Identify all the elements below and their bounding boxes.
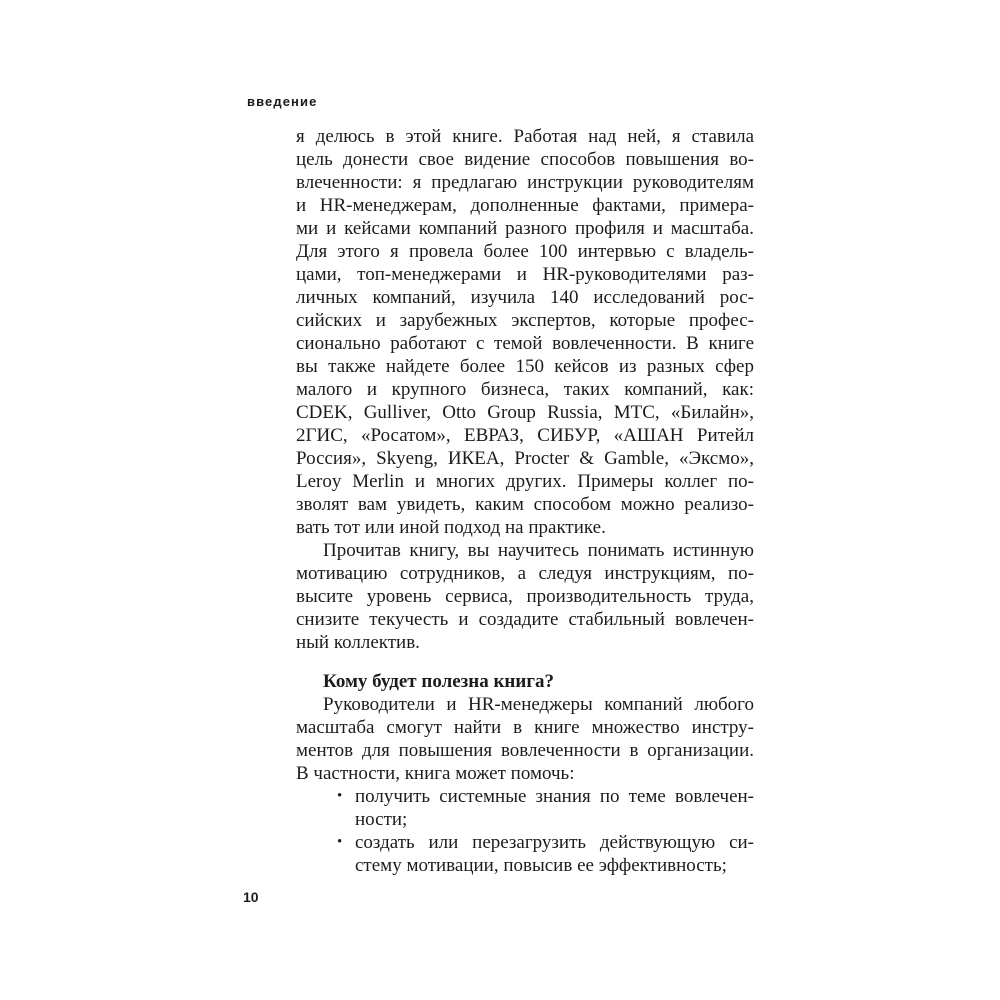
text-line: высите уровень сервиса, производительность труда,: [296, 586, 754, 607]
text-line: ный коллектив.: [296, 632, 420, 653]
bullet-text: создать или перезагрузить действующую си-: [355, 832, 754, 853]
paragraph-3: [296, 693, 754, 785]
text-line: малого и крупного бизнеса, таких компаний, как:: [296, 379, 754, 400]
text-line: стему мотивации, повысив ее эффективность;: [355, 855, 727, 876]
text-line: сийских и зарубежных экспертов, которые профес-: [296, 310, 754, 331]
text-line: зволят вам увидеть, каким способом можно реализо-: [296, 494, 754, 515]
text-line: ности;: [355, 809, 408, 830]
section-heading: Кому будет полезна книга?: [323, 671, 554, 692]
section-gap: [296, 654, 754, 670]
text-line: вы также найдете более 150 кейсов из разных сфер: [296, 356, 754, 377]
list-item: [296, 785, 754, 831]
text-line: CDEK, Gulliver, Otto Group Russia, МТС, «Билайн»,: [296, 402, 754, 423]
page-number: 10: [243, 889, 259, 905]
text-column: [296, 125, 754, 877]
running-header: введение: [247, 94, 318, 109]
text-line: ми и кейсами компаний разного профиля и масштаба.: [296, 218, 754, 239]
text-line: снизите текучесть и создадите стабильный вовлечен-: [296, 609, 754, 630]
text-line: влеченности: я предлагаю инструкции руководителям: [296, 172, 754, 193]
text-line: Leroy Merlin и многих других. Примеры коллег по-: [296, 471, 754, 492]
text-line: 2ГИС, «Росатом», ЕВРАЗ, СИБУР, «АШАН Ритейл: [296, 425, 754, 446]
text-line: Руководители и HR-менеджеры компаний любого: [323, 694, 754, 715]
text-line: В частности, книга может помочь:: [296, 763, 575, 784]
text-line: мотивацию сотрудников, а следуя инструкциям, по-: [296, 563, 754, 584]
text-line: я делюсь в этой книге. Работая над ней, я ставила: [296, 126, 754, 147]
text-line: Прочитав книгу, вы научитесь понимать истинную: [323, 540, 754, 561]
text-line: личных компаний, изучила 140 исследований рос-: [296, 287, 754, 308]
text-line: и HR-менеджерам, дополненные фактами, примера-: [296, 195, 754, 216]
bullet-icon: •: [337, 834, 343, 850]
bullet-list: [296, 785, 754, 877]
text-line: вать тот или иной подход на практике.: [296, 517, 606, 538]
text-line: цель донести свое видение способов повышения во-: [296, 149, 754, 170]
paragraph-1: [296, 125, 754, 539]
paragraph-2: [296, 539, 754, 654]
text-line: ментов для повышения вовлеченности в организации.: [296, 740, 754, 761]
text-line: масштаба смогут найти в книге множество инстру-: [296, 717, 754, 738]
text-line: [296, 831, 754, 854]
text-line: Для этого я провела более 100 интервью с владель-: [296, 241, 754, 262]
text-line: сионально работают с темой вовлеченности. В книге: [296, 333, 754, 354]
list-item: [296, 831, 754, 877]
text-line: [296, 785, 754, 808]
text-line: Россия», Skyeng, ИКЕА, Procter & Gamble, «Эксмо»,: [296, 448, 754, 469]
bullet-icon: •: [337, 788, 343, 804]
bullet-text: получить системные знания по теме вовлечен-: [355, 786, 754, 807]
text-line: цами, топ-менеджерами и HR-руководителями раз-: [296, 264, 754, 285]
